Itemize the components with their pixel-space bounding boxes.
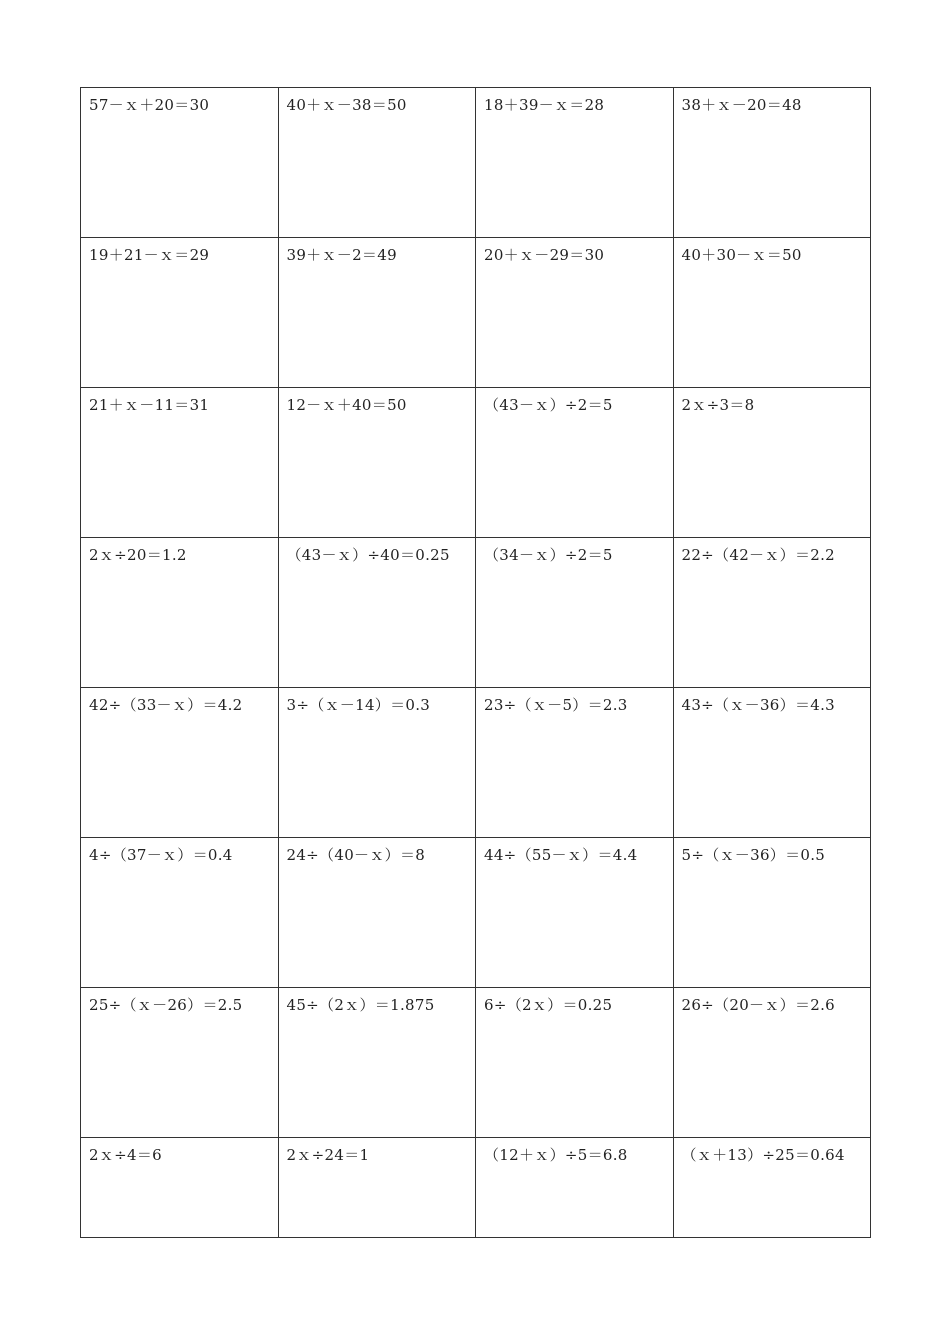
equation-cell: 4÷（37－ｘ）＝0.4: [81, 838, 279, 988]
equation-cell: 44÷（55－ｘ）＝4.4: [476, 838, 674, 988]
equation-cell: 40＋30－ｘ＝50: [673, 238, 871, 388]
equation-cell: 45÷（2ｘ）＝1.875: [278, 988, 476, 1138]
table-row: [81, 688, 871, 838]
equation-cell: （12＋ｘ）÷5＝6.8: [476, 1138, 674, 1238]
equation-cell: （43－ｘ）÷2＝5: [476, 388, 674, 538]
equation-cell: 5÷（ｘ－36）＝0.5: [673, 838, 871, 988]
equation-cell: 20＋ｘ－29＝30: [476, 238, 674, 388]
equation-cell: 3÷（ｘ－14）＝0.3: [278, 688, 476, 838]
table-row: [81, 1138, 871, 1238]
equation-cell: 43÷（ｘ－36）＝4.3: [673, 688, 871, 838]
equation-cell: 57－ｘ＋20＝30: [81, 88, 279, 238]
equation-worksheet-table: [80, 87, 871, 1238]
table-row: [81, 88, 871, 238]
equation-cell: 19＋21－ｘ＝29: [81, 238, 279, 388]
equation-cell: 12－ｘ＋40＝50: [278, 388, 476, 538]
equation-cell: 38＋ｘ－20＝48: [673, 88, 871, 238]
equation-cell: 2ｘ÷4＝6: [81, 1138, 279, 1238]
table-row: [81, 238, 871, 388]
equation-cell: 39＋ｘ－2＝49: [278, 238, 476, 388]
equation-cell: （34－ｘ）÷2＝5: [476, 538, 674, 688]
table-row: [81, 388, 871, 538]
equation-cell: 26÷（20－ｘ）＝2.6: [673, 988, 871, 1138]
equation-cell: 25÷（ｘ－26）＝2.5: [81, 988, 279, 1138]
equation-cell: 2ｘ÷24＝1: [278, 1138, 476, 1238]
table-row: [81, 838, 871, 988]
equation-cell: 2ｘ÷3＝8: [673, 388, 871, 538]
table-row: [81, 538, 871, 688]
equation-cell: 22÷（42－ｘ）＝2.2: [673, 538, 871, 688]
table-row: [81, 988, 871, 1138]
equation-cell: 42÷（33－ｘ）＝4.2: [81, 688, 279, 838]
equation-cell: 18＋39－ｘ＝28: [476, 88, 674, 238]
equation-cell: 24÷（40－ｘ）＝8: [278, 838, 476, 988]
equation-cell: 21＋ｘ－11＝31: [81, 388, 279, 538]
equation-cell: （43－ｘ）÷40＝0.25: [278, 538, 476, 688]
equation-cell: 23÷（ｘ－5）＝2.3: [476, 688, 674, 838]
equation-cell: （ｘ＋13）÷25＝0.64: [673, 1138, 871, 1238]
equation-cell: 6÷（2ｘ）＝0.25: [476, 988, 674, 1138]
equation-cell: 40＋ｘ－38＝50: [278, 88, 476, 238]
equation-cell: 2ｘ÷20＝1.2: [81, 538, 279, 688]
